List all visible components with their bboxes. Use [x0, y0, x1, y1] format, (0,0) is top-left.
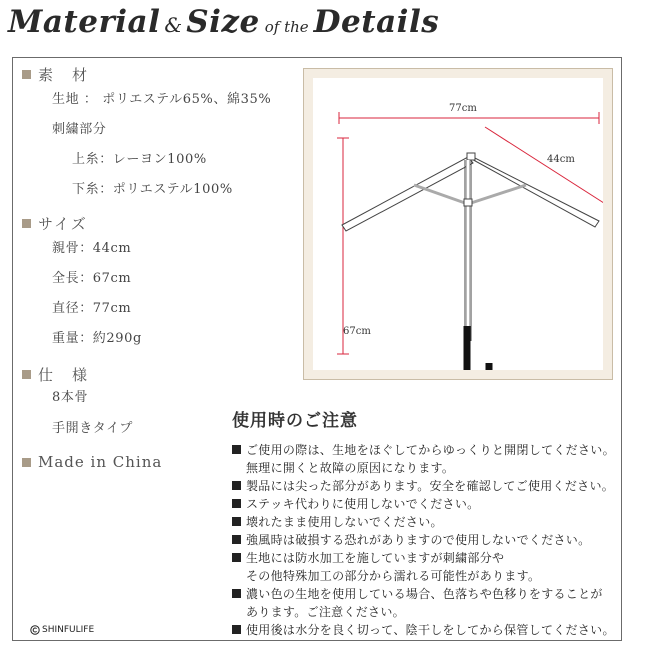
square-bullet-icon — [22, 370, 31, 379]
title-material: Material — [8, 4, 161, 40]
title-connector: of the — [264, 18, 309, 36]
note-item: 壊れたまま使用しないでください。 — [232, 513, 443, 530]
width-label: 77cm — [449, 103, 477, 114]
umbrella-tip — [467, 153, 475, 160]
note-item: 生地には防水加工を施していますが刺繍部分や — [232, 549, 504, 566]
note-item: 濃い色の生地を使用している場合、色落ちや色移りをすることが — [232, 585, 603, 602]
note-item: 使用後は水分を良く切って、陰干しをしてから保管してください。 — [232, 621, 615, 638]
right-rib — [468, 157, 599, 227]
runner — [464, 199, 472, 206]
note-item-continued: あります。ご注意ください。 — [246, 605, 405, 619]
bullet-icon — [232, 481, 241, 490]
total-length-text: 全長：67cm — [52, 271, 132, 286]
note-item-continued: 無理に開くと故障の原因になります。 — [246, 461, 455, 475]
square-bullet-icon — [22, 219, 31, 228]
title-size: Size — [186, 4, 260, 40]
note-item: 強風時は破損する恐れがありますので使用しないでください。 — [232, 531, 590, 548]
bullet-icon — [232, 625, 241, 634]
copyright-icon — [30, 625, 40, 635]
note-item: ステッキ代わりに使用しないでください。 — [232, 495, 479, 512]
bullet-icon — [232, 445, 241, 454]
rib-length-text: 親骨：44cm — [52, 241, 132, 256]
rib-label: 44cm — [547, 154, 575, 165]
bullet-icon — [232, 517, 241, 526]
copyright-text: SHINFULIFE — [42, 625, 95, 635]
title-ampersand: & — [164, 13, 183, 37]
bullet-icon — [232, 499, 241, 508]
note-item: ご使用の際は、生地をほぐしてからゆっくりと開閉してください。 — [232, 441, 615, 458]
note-item-continued: その他特殊加工の部分から濡れる可能性があります。 — [246, 569, 541, 583]
bullet-icon — [232, 589, 241, 598]
square-bullet-icon — [22, 70, 31, 79]
upper-thread-text: 上糸：レーヨン100% — [72, 152, 207, 167]
open-type-text: 手開きタイプ — [52, 421, 133, 436]
bullet-icon — [232, 535, 241, 544]
notes-title: 使用時のご注意 — [232, 411, 358, 431]
copyright — [30, 625, 94, 635]
diameter-text: 直径：77cm — [52, 301, 132, 316]
ribs-count-text: 8本骨 — [52, 390, 89, 405]
origin-heading: Made in China — [22, 453, 162, 471]
handle — [467, 326, 489, 370]
title-details: Details — [313, 4, 440, 40]
spec-heading: 仕 様 — [22, 364, 89, 385]
note-item: 製品には尖った部分があります。安全を確認してご使用ください。 — [232, 477, 614, 494]
umbrella-diagram — [313, 78, 603, 370]
left-rib — [342, 157, 473, 231]
weight-text: 重量：約290g — [52, 331, 142, 346]
size-heading: サイズ — [22, 213, 88, 234]
lower-thread-text: 下糸：ポリエステル100% — [72, 182, 233, 197]
umbrella-diagram-panel — [303, 68, 613, 380]
square-bullet-icon — [22, 458, 31, 467]
umbrella-icon — [342, 153, 599, 370]
page-title — [8, 4, 439, 48]
material-heading: 素 材 — [22, 64, 89, 85]
fabric-text: 生地 ： ポリエステル65%、綿35% — [52, 92, 272, 107]
length-label: 67cm — [343, 326, 371, 337]
umbrella-diagram-canvas — [313, 78, 603, 370]
bullet-icon — [232, 553, 241, 562]
embroidery-label: 刺繍部分 — [52, 122, 107, 137]
